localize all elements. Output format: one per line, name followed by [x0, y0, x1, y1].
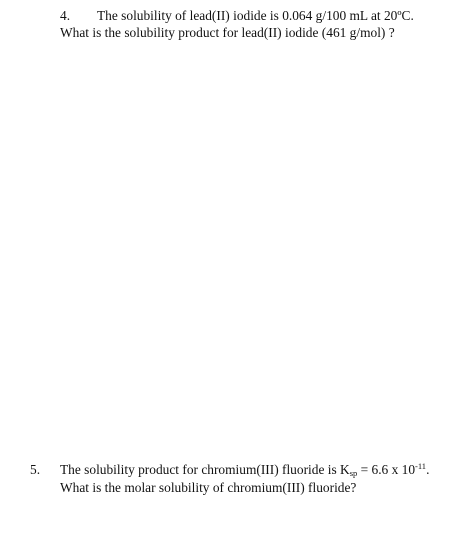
question-5-number: 5. [30, 462, 41, 477]
ksp-subscript: sp [349, 468, 358, 478]
question-5-text-middle: = 6.6 x 10 [357, 462, 416, 477]
question-5-text-line-1 [60, 462, 429, 478]
exponent-superscript: -11 [415, 461, 427, 471]
question-4-text-line-2: What is the solubility product for lead(II) iodide (461 g/mol) ? [60, 25, 395, 40]
question-5-text-line-2: What is the molar solubility of chromium(III) fluoride? [60, 480, 357, 495]
question-5-text-prefix: The solubility product for chromium(III) fluoride is K [60, 462, 350, 477]
question-4-number: 4. [60, 8, 71, 23]
question-4-text-line-1: The solubility of lead(II) iodide is 0.064 g/100 mL at 20ºC. [97, 8, 414, 23]
question-5-text-suffix: . [426, 462, 430, 477]
